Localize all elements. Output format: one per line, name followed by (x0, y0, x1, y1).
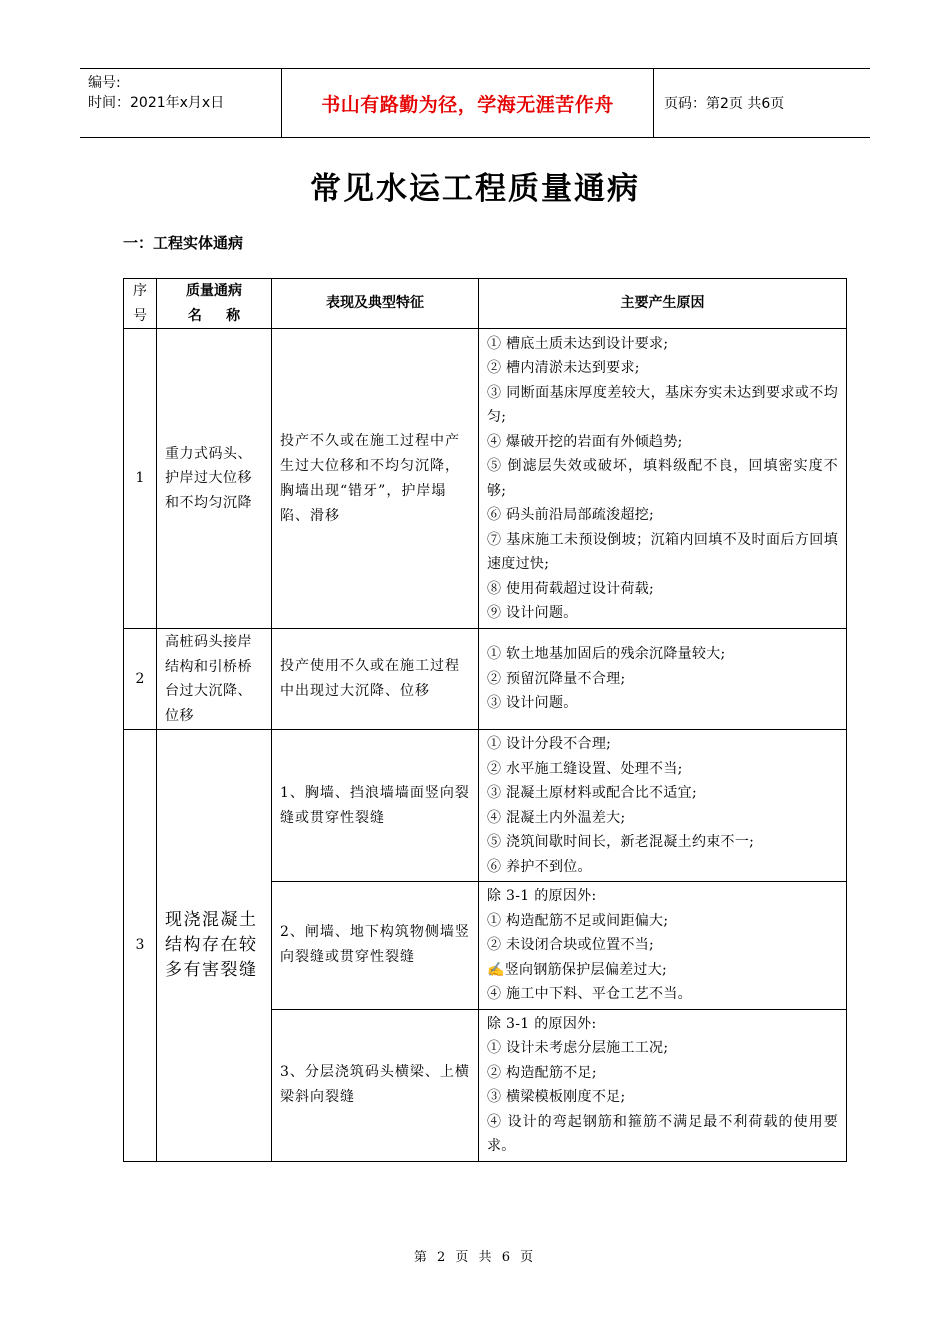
cause-item: ④ 爆破开挖的岩面有外倾趋势; (487, 433, 683, 450)
cause-item: ① 软土地基加固后的残余沉降量较大; (487, 646, 726, 663)
cause-item: ① 构造配筋不足或间距偏大; (487, 912, 669, 929)
header-no (124, 279, 157, 329)
cause-item: ⑦ 基床施工未预设倒坡；沉箱内回填不及时面后方回填速度过快; (487, 531, 838, 572)
cause-item: ② 水平施工缝设置、处理不当; (487, 760, 683, 777)
cause-item: ② 未设闭合块或位置不当; (487, 937, 655, 953)
row-no: 2 (124, 629, 157, 730)
header-motto: 书山有路勤为径，学海无涯苦作舟 (281, 69, 654, 137)
date-line: 时间：2021年x月x日 (88, 95, 225, 111)
cause-item: ① 设计未考虑分层施工工况; (487, 1040, 669, 1056)
header-no-line2: 号 (133, 307, 147, 324)
section-heading: 一：工程实体通病 (123, 234, 244, 252)
cause-item: ② 预留沉降量不合理; (487, 670, 626, 687)
row-feature: 2、闸墙、地下构筑物侧墙竖向裂缝或贯穿性裂缝 (272, 882, 479, 1010)
header-meta (80, 69, 281, 137)
header-name-line1: 质量通病 (186, 283, 242, 299)
cause-item: ⑥ 养护不到位。 (487, 858, 592, 875)
cause-item: ② 槽内清淤未达到要求; (487, 360, 640, 376)
header-no-line1: 序 (133, 283, 147, 299)
cause-item: 除 3-1 的原因外: (487, 1015, 597, 1032)
cause-item: ④ 施工中下料、平仓工艺不当。 (487, 986, 692, 1002)
row-causes (479, 882, 847, 1010)
row-feature: 投产使用不久或在施工过程中出现过大沉降、位移 (272, 629, 479, 730)
row-feature: 3、分层浇筑码头横梁、上横梁斜向裂缝 (272, 1009, 479, 1161)
cause-item: ③ 设计问题。 (487, 695, 578, 712)
cause-item: ✍竖向钢筋保护层偏差过大; (487, 961, 668, 978)
row-name: 现浇混凝土结构存在较多有害裂缝 (157, 730, 272, 1162)
row-causes (479, 1009, 847, 1161)
table-row (124, 629, 847, 730)
row-name: 高桩码头接岸结构和引桥桥台过大沉降、位移 (157, 629, 272, 730)
number-label: 编号: (88, 75, 121, 91)
table-row (124, 329, 847, 629)
cause-item: ⑧ 使用荷载超过设计荷载; (487, 580, 655, 597)
header-page-info: 页码：第2页 共6页 (664, 96, 785, 112)
row-causes (479, 730, 847, 882)
cause-item: ① 设计分段不合理; (487, 736, 612, 752)
cause-item: 除 3-1 的原因外: (487, 888, 597, 904)
cause-item: ① 槽底土质未达到设计要求; (487, 335, 669, 352)
page-footer: 第 2 页 共 6 页 (413, 1250, 537, 1265)
header-name (157, 279, 272, 329)
cause-item: ⑥ 码头前沿局部疏浚超挖; (487, 507, 655, 523)
cause-item: ③ 横梁模板刚度不足; (487, 1089, 626, 1105)
row-feature: 1、胸墙、挡浪墙墙面竖向裂缝或贯穿性裂缝 (272, 730, 479, 882)
table-row (124, 730, 847, 882)
row-causes (479, 629, 847, 730)
row-no: 3 (124, 730, 157, 1162)
row-name: 重力式码头、护岸过大位移和不均匀沉降 (157, 329, 272, 629)
cause-item: ⑤ 倒滤层失效或破坏，填料级配不良，回填密实度不够; (487, 458, 838, 499)
header-cause: 主要产生原因 (479, 279, 847, 329)
header-feature: 表现及典型特征 (272, 279, 479, 329)
page-header (80, 68, 870, 138)
cause-item: ④ 混凝土内外温差大; (487, 809, 626, 826)
row-feature: 投产不久或在施工过程中产生过大位移和不均匀沉降，胸墙出现“错牙”，护岸塌陷、滑移 (272, 329, 479, 629)
cause-item: ③ 同断面基床厚度差较大，基床夯实未达到要求或不均匀; (487, 384, 838, 425)
document-title: 常见水运工程质量通病 (310, 171, 640, 207)
table-header-row (124, 279, 847, 329)
row-causes (479, 329, 847, 629)
cause-item: ④ 设计的弯起钢筋和箍筋不满足最不利荷载的使用要求。 (487, 1113, 838, 1154)
defects-table (123, 278, 847, 1162)
cause-item: ② 构造配筋不足; (487, 1064, 597, 1081)
cause-item: ⑤ 浇筑间歇时间长，新老混凝土约束不一; (487, 834, 755, 850)
cause-item: ③ 混凝土原材料或配合比不适宜; (487, 785, 697, 801)
header-name-line2: 名 称 (187, 307, 241, 324)
cause-item: ⑨ 设计问题。 (487, 605, 578, 621)
row-no: 1 (124, 329, 157, 629)
